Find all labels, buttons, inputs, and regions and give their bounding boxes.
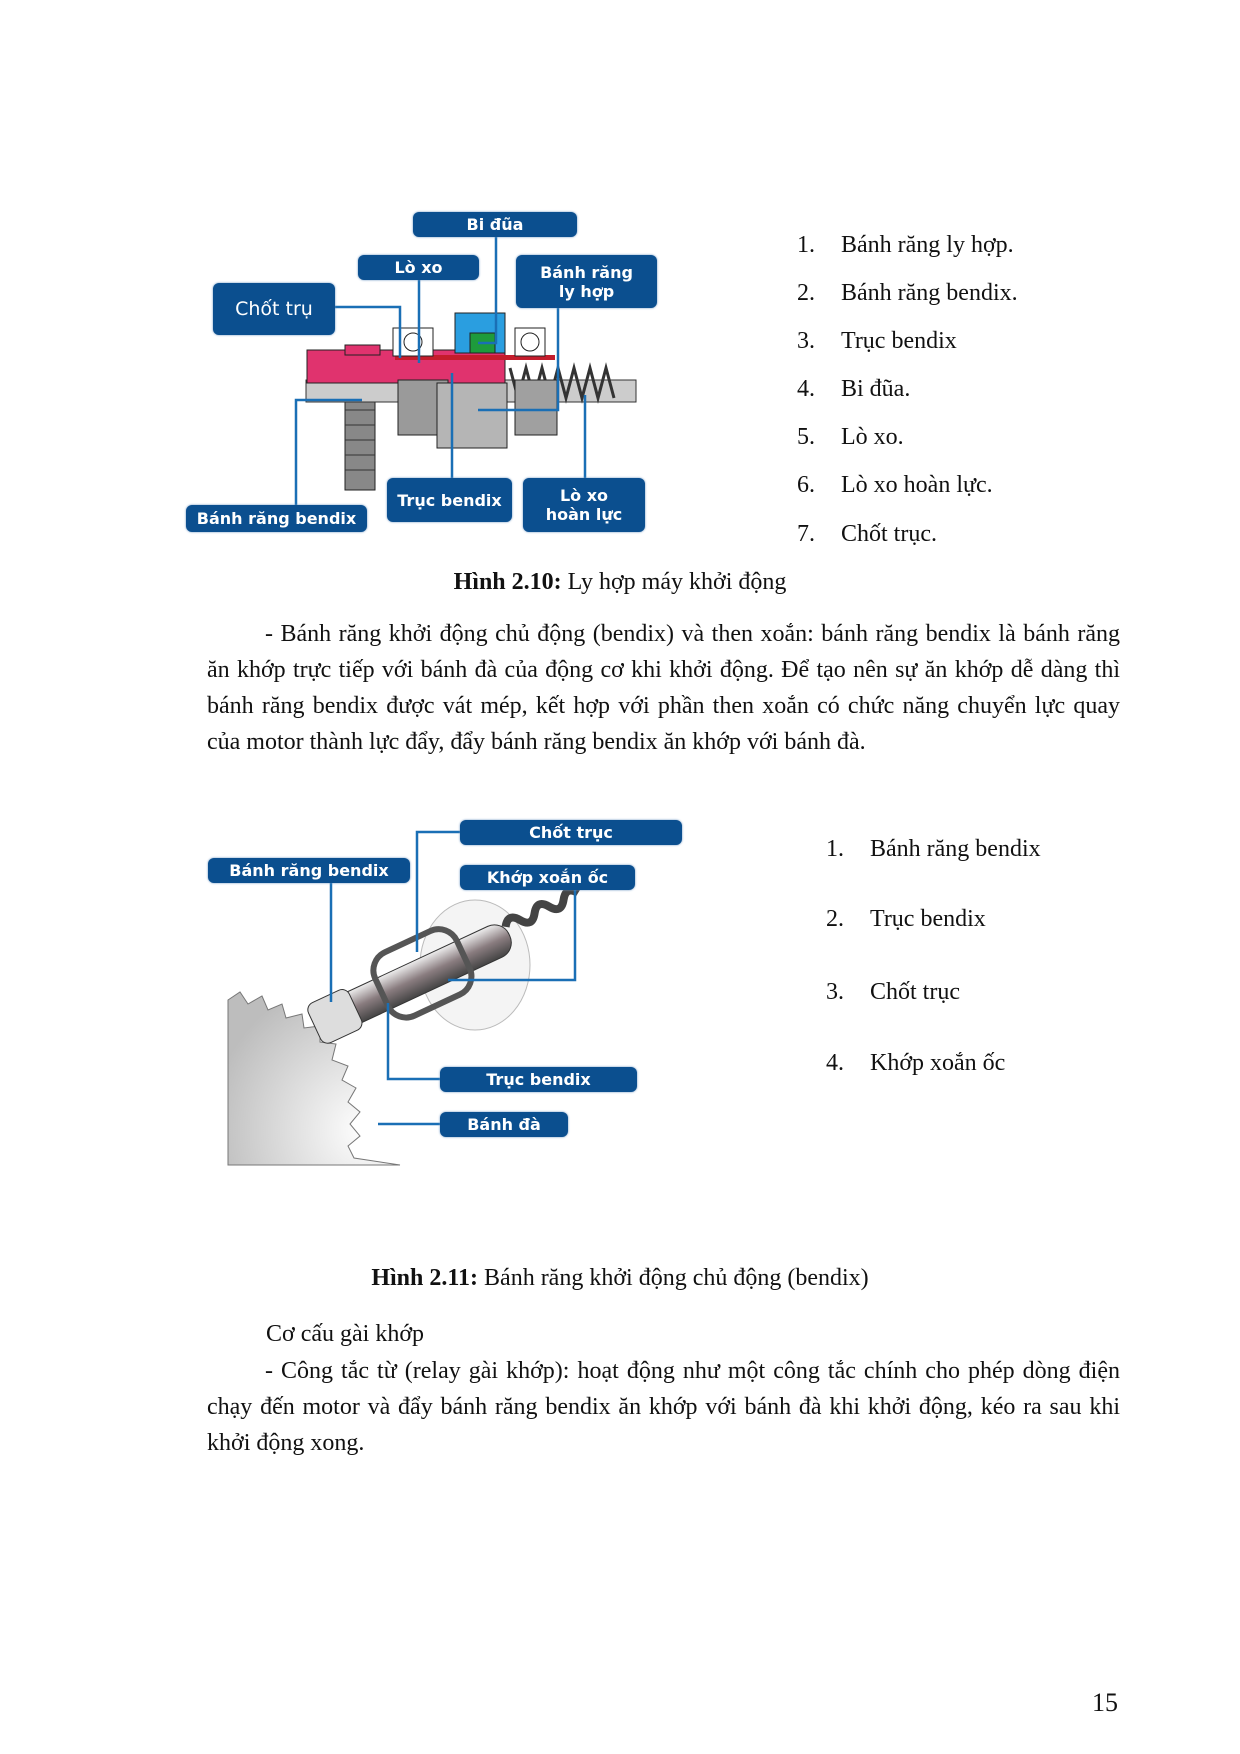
legend-text: Trục bendix — [841, 328, 957, 354]
label-banh-rang-bendix: Bánh răng bendix — [208, 858, 410, 883]
body-paragraph: - Công tắc từ (relay gài khớp): hoạt động như một công tắc chính cho phép dòng điện chạy đến motor và đẩy bánh răng bendix ăn khớp với bánh đà khi khởi động, kéo ra sau khi khởi động xong. — [207, 1358, 1120, 1456]
label-lo-xo: Lò xo — [358, 255, 479, 280]
page-number: 15 — [1092, 1688, 1118, 1717]
label-khop-xoan-oc: Khớp xoắn ốc — [460, 865, 635, 890]
legend-num: 7. — [797, 521, 815, 547]
legend-text: Bánh răng ly hợp. — [841, 232, 1014, 258]
caption-text: Ly hợp máy khởi động — [561, 569, 787, 595]
legend-text: Trục bendix — [870, 906, 986, 932]
label-chot-tru: Chốt trụ — [213, 283, 335, 335]
label-banh-rang-bendix: Bánh răng bendix — [186, 505, 367, 532]
legend-item — [826, 901, 986, 937]
legend-item — [826, 831, 1041, 867]
legend-text: Bánh răng bendix. — [841, 280, 1018, 306]
legend-text: Lò xo hoàn lực. — [841, 472, 993, 498]
legend-text: Chốt trục — [870, 979, 960, 1005]
legend-num: 2. — [797, 280, 815, 306]
label-lo-xo-hoan-luc: Lò xo hoàn lực — [523, 478, 645, 532]
figure-caption — [0, 1260, 1240, 1296]
label-banh-da: Bánh đà — [440, 1112, 568, 1137]
legend-num: 1. — [797, 232, 815, 258]
caption-number: Hình 2.11: — [371, 1265, 479, 1291]
legend-text: Khớp xoắn ốc — [870, 1050, 1006, 1076]
label-banh-rang-ly-hop: Bánh răng ly hợp — [516, 255, 657, 308]
legend-item — [826, 1045, 1006, 1081]
legend-num: 2. — [826, 906, 844, 932]
label-truc-bendix: Trục bendix — [440, 1067, 637, 1092]
legend-num: 3. — [797, 328, 815, 354]
body-paragraph: - Bánh răng khởi động chủ động (bendix) và then xoắn: bánh răng bendix là bánh răng ăn khớp trực tiếp với bánh đà của động cơ khi khởi động. Để tạo nên sự ăn khớp dễ dàng thì bánh răng bendix được vát mép, kết hợp với phần then xoắn có chức năng chuyển lực quay của motor thành lực đẩy, đẩy bánh răng bendix ăn khớp với bánh đà. — [207, 621, 1120, 755]
legend-text: Chốt trục. — [841, 521, 937, 547]
legend-num: 6. — [797, 472, 815, 498]
legend-text: Lò xo. — [841, 424, 904, 450]
legend-text: Bánh răng bendix — [870, 836, 1041, 862]
legend-num: 3. — [826, 979, 844, 1005]
caption-text: Bánh răng khởi động chủ động (bendix) — [478, 1265, 869, 1291]
caption-number: Hình 2.10: — [453, 569, 562, 595]
legend-num: 1. — [826, 836, 844, 862]
legend-text: Bi đũa. — [841, 376, 911, 402]
legend-num: 4. — [797, 376, 815, 402]
legend-num: 4. — [826, 1050, 844, 1076]
legend-item — [826, 974, 960, 1010]
label-bi-dua: Bi đũa — [413, 212, 577, 237]
legend-num: 5. — [797, 424, 815, 450]
subheading: Cơ cấu gài khớp — [266, 1321, 425, 1347]
label-truc-bendix: Trục bendix — [387, 478, 512, 522]
label-chot-truc: Chốt trục — [460, 820, 682, 845]
